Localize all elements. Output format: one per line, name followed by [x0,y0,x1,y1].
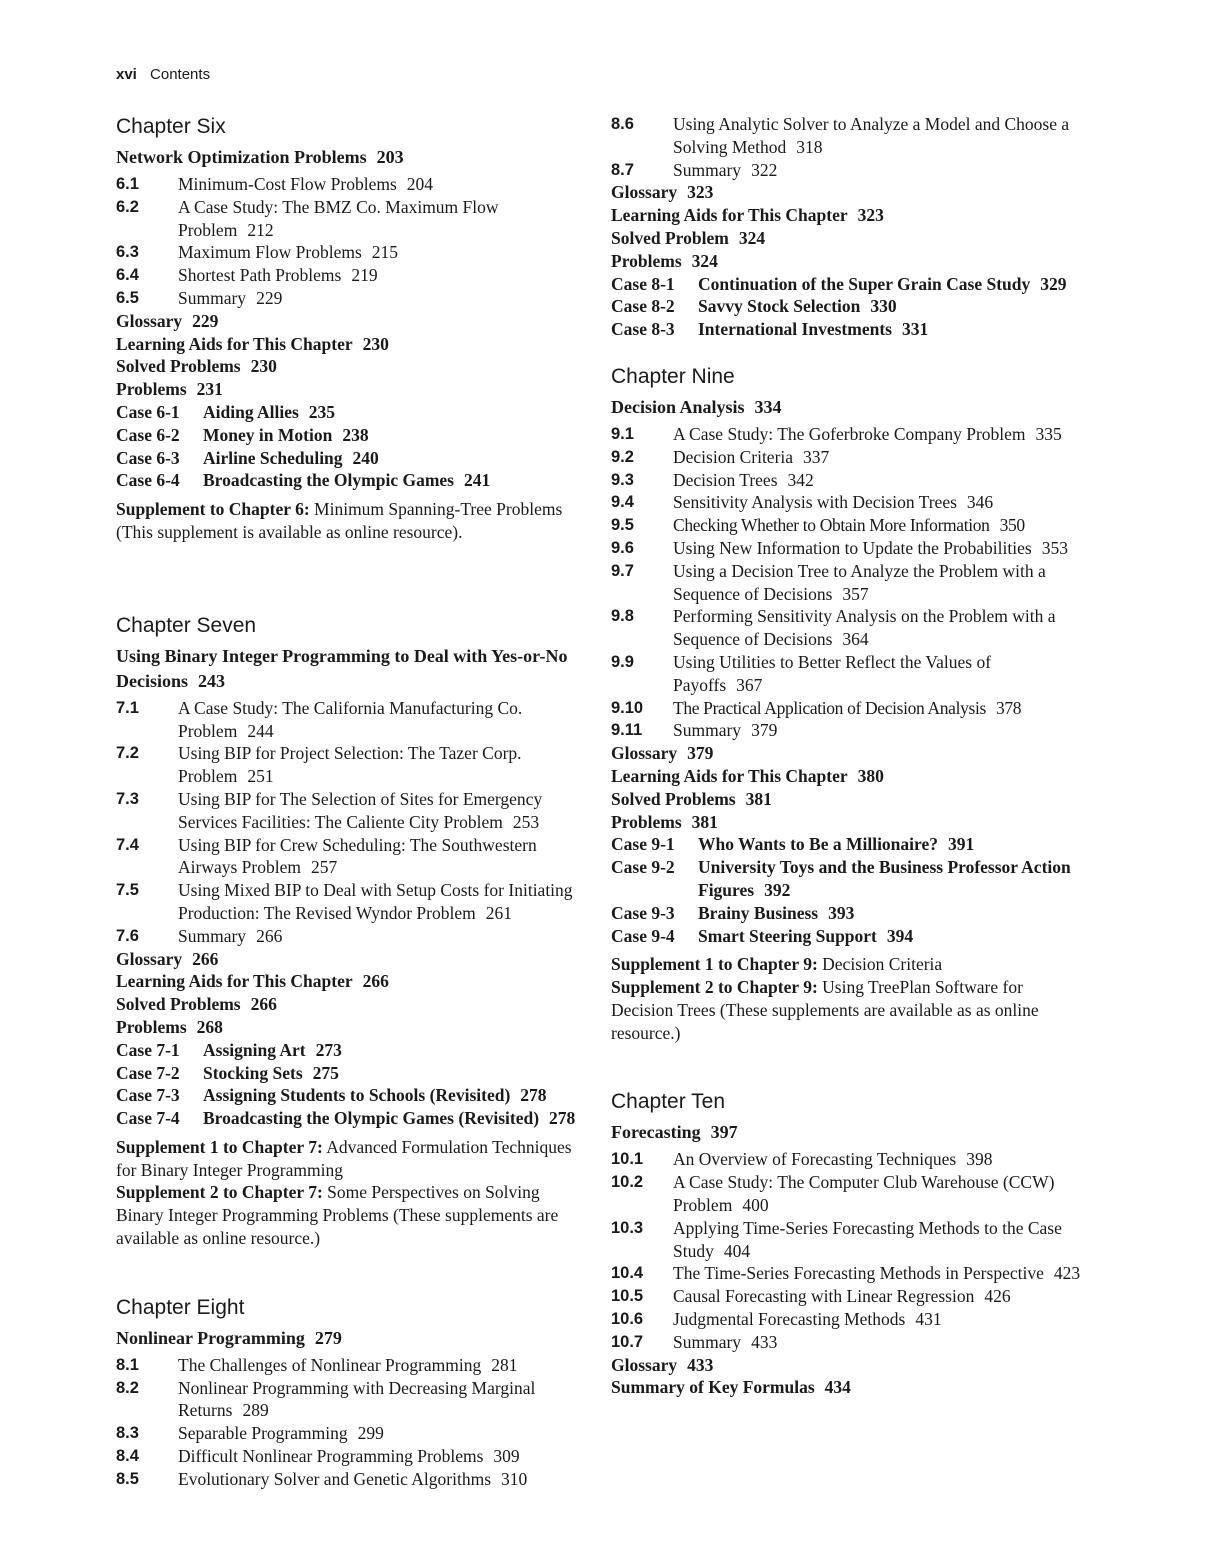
chapter-label: Chapter Six [116,115,226,138]
section-entry[interactable]: 7.5 Using Mixed BIP to Deal with Setup Costs for Initiating Production: The Revised Wyndor Problem 261 [116,880,573,923]
section-entry[interactable]: 9.3 Decision Trees 342 [611,469,814,490]
section-entry[interactable]: 8.5 Evolutionary Solver and Genetic Algorithms 310 [116,1468,528,1489]
section-entry[interactable]: 8.7 Summary 322 [611,159,778,180]
section-entry[interactable]: 7.3 Using BIP for The Selection of Sites for Emergency Services Facilities: The Caliente City Problem 253 [116,788,543,832]
case-entry[interactable]: Case 9-1 Who Wants to Be a Millionaire? 391 [611,834,975,855]
running-head-section: Contents [150,66,211,83]
section-entry[interactable]: 7.6 Summary 266 [116,925,283,946]
page-ref: 279 [314,1327,342,1348]
chapter-8-continued [611,113,1081,341]
page-ref: 334 [754,396,782,417]
section-entry[interactable]: 6.5 Summary 229 [116,287,283,308]
problems-entry[interactable]: Problems 268 [116,1016,223,1037]
section-entry[interactable]: 10.7 Summary 433 [611,1331,778,1352]
section-entry[interactable]: 10.2 A Case Study: The Computer Club Warehouse (CCW) Problem 400 [611,1172,1055,1216]
chapter-8 [116,1294,584,1491]
section-entry[interactable]: 6.1 Minimum-Cost Flow Problems 204 [116,174,434,194]
case-entry[interactable]: Case 9-4 Smart Steering Support 394 [611,925,914,946]
problems-entry[interactable]: Problems 381 [611,811,718,832]
learning-aids-entry[interactable]: Learning Aids for This Chapter 266 [116,971,389,992]
section-entry[interactable]: 9.5 Checking Whether to Obtain More Information 350 [611,515,1025,536]
section-entry[interactable]: 9.1 A Case Study: The Goferbroke Company Problem 335 [611,423,1062,444]
chapter-10 [611,1088,1081,1399]
supplement-entry[interactable]: Supplement 2 to Chapter 7: Some Perspectives on Solving Binary Integer Programming Problems (These supplements are available as online resource.) [116,1182,559,1249]
case-entry[interactable]: Case 8-1 Continuation of the Super Grain Case Study 329 [611,273,1067,294]
section-entry[interactable]: 7.2 Using BIP for Project Selection: The Tazer Corp. Problem 251 [116,743,522,787]
chapter-7 [116,612,584,1250]
glossary-entry[interactable]: Glossary 323 [611,182,714,203]
learning-aids-entry[interactable]: Learning Aids for This Chapter 380 [611,765,884,786]
section-entry[interactable]: 9.6 Using New Information to Update the Probabilities 353 [611,537,1068,558]
left-column [116,113,584,1535]
chapter-label: Chapter Ten [611,1090,726,1114]
page-ref: 397 [710,1122,738,1143]
supplement-entry[interactable]: Supplement 1 to Chapter 7: Advanced Formulation Techniques for Binary Integer Programming [116,1136,572,1180]
section-entry[interactable]: 10.3 Applying Time-Series Forecasting Methods to the Case Study 404 [611,1217,1062,1261]
supplement-entry[interactable]: Supplement 2 to Chapter 9: Using TreePlan Software for Decision Trees (These supplements are available as as online resource.) [611,977,1039,1043]
case-entry[interactable]: Case 9-3 Brainy Business 393 [611,902,855,923]
chapter-title[interactable]: Forecasting 397 [611,1122,738,1143]
section-entry[interactable]: 10.5 Causal Forecasting with Linear Regression 426 [611,1286,1011,1307]
chapter-title[interactable]: Network Optimization Problems 203 [116,147,404,167]
section-entry[interactable]: 8.4 Difficult Nonlinear Programming Problems 309 [116,1446,520,1467]
section-entry[interactable]: 9.9 Using Utilities to Better Reflect the Values of Payoffs 367 [611,651,992,695]
chapter-label: Chapter Eight [116,1295,245,1319]
case-entry[interactable]: Case 8-2 Savvy Stock Selection 330 [611,296,897,317]
page-ref: 243 [198,670,225,691]
case-entry[interactable]: Case 6-4 Broadcasting the Olympic Games 241 [116,470,491,491]
section-entry[interactable]: 7.1 A Case Study: The California Manufacturing Co. Problem 244 [116,697,523,741]
chapter-9 [611,363,1081,1045]
section-entry[interactable]: 9.11 Summary 379 [611,720,778,741]
section-entry[interactable]: 10.4 The Time-Series Forecasting Methods in Perspective 423 [611,1263,1081,1284]
section-entry[interactable]: 9.2 Decision Criteria 337 [611,446,830,467]
problems-entry[interactable]: Problems 324 [611,250,718,271]
solved-problems-entry[interactable]: Solved Problems 381 [611,788,772,809]
case-entry[interactable]: Case 8-3 International Investments 331 [611,319,929,340]
solved-problems-entry[interactable]: Solved Problem 324 [611,227,766,248]
glossary-entry[interactable]: Glossary 229 [116,310,219,331]
supplement-entry[interactable]: Supplement 1 to Chapter 9: Decision Criteria [611,954,943,975]
section-entry[interactable]: 8.6 Using Analytic Solver to Analyze a Model and Choose a Solving Method 318 [611,114,1070,157]
supplement-entry[interactable]: Supplement to Chapter 6: Minimum Spanning-Tree Problems (This supplement is available as online resource). [116,499,563,542]
learning-aids-entry[interactable]: Learning Aids for This Chapter 230 [116,333,389,354]
problems-entry[interactable]: Problems 231 [116,379,223,400]
section-entry[interactable]: 7.4 Using BIP for Crew Scheduling: The Southwestern Airways Problem 257 [116,834,537,878]
case-entry[interactable]: Case 6-2 Money in Motion 238 [116,424,369,445]
section-entry[interactable]: 9.10 The Practical Application of Decision Analysis 378 [611,697,1022,718]
section-entry[interactable]: 6.3 Maximum Flow Problems 215 [116,242,399,263]
key-formulas-entry[interactable]: Summary of Key Formulas 434 [611,1377,851,1398]
learning-aids-entry[interactable]: Learning Aids for This Chapter 323 [611,205,884,226]
case-entry[interactable]: Case 9-2 University Toys and the Business Professor Action Figures 392 [611,857,1071,900]
section-entry[interactable]: 6.2 A Case Study: The BMZ Co. Maximum Flow Problem 212 [116,196,499,240]
section-entry[interactable]: 8.2 Nonlinear Programming with Decreasing Marginal Returns 289 [116,1377,536,1421]
case-entry[interactable]: Case 6-1 Aiding Allies 235 [116,401,336,422]
chapter-6 [116,113,584,544]
glossary-entry[interactable]: Glossary 433 [611,1354,714,1375]
section-entry[interactable]: 10.1 An Overview of Forecasting Techniques 398 [611,1149,993,1170]
chapter-title[interactable]: Using Binary Integer Programming to Deal with Yes-or-No Decisions 243 [116,645,568,691]
case-entry[interactable]: Case 7-2 Stocking Sets 275 [116,1062,339,1083]
running-head [116,66,210,83]
glossary-entry[interactable]: Glossary 379 [611,743,714,764]
section-entry[interactable]: 10.6 Judgmental Forecasting Methods 431 [611,1309,942,1330]
section-entry[interactable]: 6.4 Shortest Path Problems 219 [116,265,378,286]
solved-problems-entry[interactable]: Solved Problems 230 [116,356,277,377]
chapter-label: Chapter Nine [611,364,735,388]
right-column [611,113,1081,1443]
section-entry[interactable]: 9.4 Sensitivity Analysis with Decision Trees 346 [611,492,994,513]
section-entry[interactable]: 9.8 Performing Sensitivity Analysis on the Problem with a Sequence of Decisions 364 [611,606,1056,650]
case-entry[interactable]: Case 7-3 Assigning Students to Schools (Revisited) 278 [116,1085,547,1106]
section-entry[interactable]: 9.7 Using a Decision Tree to Analyze the Problem with a Sequence of Decisions 357 [611,560,1046,604]
case-entry[interactable]: Case 7-4 Broadcasting the Olympic Games (Revisited) 278 [116,1108,576,1129]
page-number: xvi [116,66,137,83]
solved-problems-entry[interactable]: Solved Problems 266 [116,994,277,1015]
page-ref: 203 [376,147,404,167]
glossary-entry[interactable]: Glossary 266 [116,948,219,969]
case-entry[interactable]: Case 6-3 Airline Scheduling 240 [116,447,379,468]
section-entry[interactable]: 8.3 Separable Programming 299 [116,1423,384,1444]
chapter-label: Chapter Seven [116,613,257,637]
section-entry[interactable]: 8.1 The Challenges of Nonlinear Programming 281 [116,1354,518,1375]
chapter-title[interactable]: Nonlinear Programming 279 [116,1327,342,1348]
chapter-title[interactable]: Decision Analysis 334 [611,396,782,417]
case-entry[interactable]: Case 7-1 Assigning Art 273 [116,1039,342,1060]
